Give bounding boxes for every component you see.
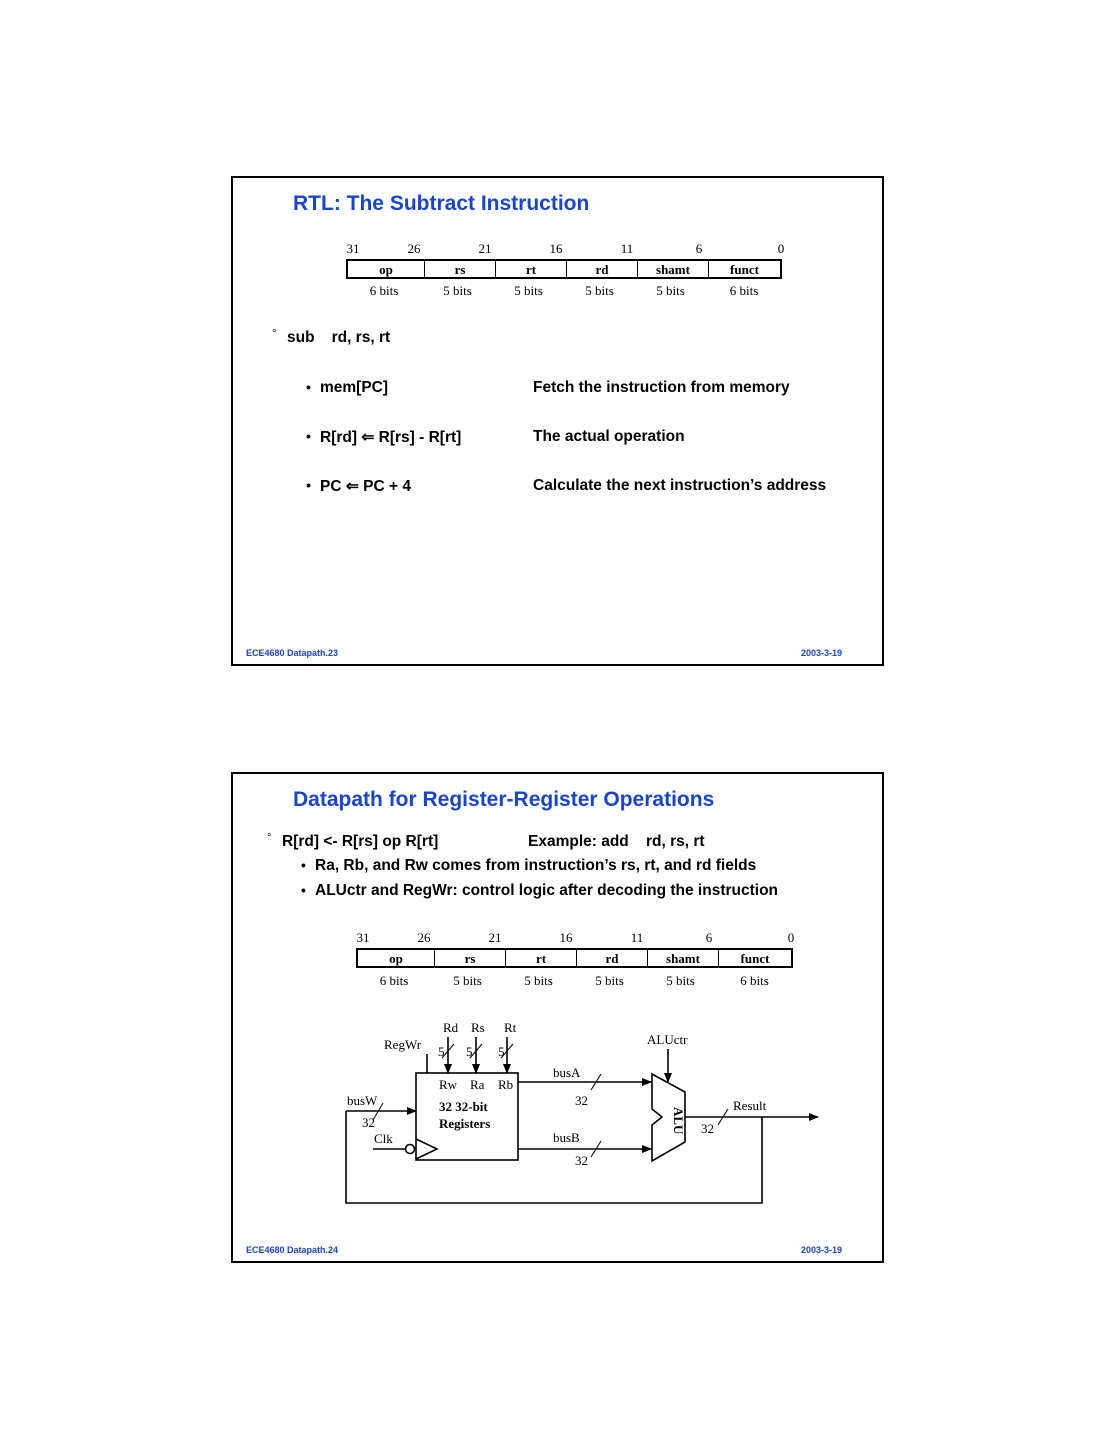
regwr-label: RegWr [384, 1037, 422, 1052]
aluctr-label: ALUctr [647, 1032, 688, 1047]
field-rd: rd [576, 950, 647, 966]
bit-number: 31 [356, 930, 370, 945]
field-size: 5 bits [514, 283, 543, 298]
width-label: 5 [438, 1044, 445, 1059]
bullet-dot: • [306, 379, 311, 395]
field-rt: rt [505, 950, 576, 966]
bullet-degree: ° [272, 328, 277, 340]
rs-label: Rs [471, 1020, 485, 1035]
busw-label: busW [347, 1093, 378, 1108]
field-sizes [346, 283, 782, 299]
footer-left: ECE4680 Datapath.24 [246, 1245, 339, 1255]
instruction-mnemonic: sub [287, 329, 315, 346]
field-op: op [389, 951, 403, 966]
bit-number: 26 [417, 930, 431, 945]
clock-triangle-icon [416, 1139, 437, 1159]
instruction-operands: rd, rs, rt [331, 329, 391, 346]
bit-number: 16 [559, 930, 573, 945]
bullet-dot: • [306, 477, 311, 493]
rtl-step-2: R[rd] ⇐ R[rs] - R[rt] [320, 429, 462, 446]
bit-number: 11 [620, 241, 634, 256]
slide-23 [231, 176, 884, 666]
instruction-format-table [346, 259, 782, 279]
width-label: 32 [362, 1115, 375, 1130]
feedback-wire [346, 1111, 762, 1203]
field-size: 6 bits [740, 973, 769, 988]
field-size: 5 bits [666, 973, 695, 988]
rtl-step-1-desc: Fetch the instruction from memory [533, 379, 790, 396]
rd-label: Rd [443, 1020, 459, 1035]
bit-number: 6 [705, 930, 713, 945]
bullet-dot: • [301, 882, 306, 898]
field-rs: rs [424, 261, 495, 277]
bit-number: 16 [549, 241, 563, 256]
sub-bullet: Ra, Rb, and Rw comes from instruction’s rs, rt, and rd fields [315, 857, 757, 874]
left-arrow-icon: ⇐ [345, 478, 359, 495]
ra-port-label: Ra [470, 1077, 485, 1092]
footer-date: 2003-3-19 [800, 1245, 842, 1255]
field-size: 5 bits [453, 973, 482, 988]
rtl-step-3: PC ⇐ PC + 4 [320, 478, 411, 495]
busa-label: busA [553, 1065, 581, 1080]
rb-port-label: Rb [498, 1077, 514, 1092]
rtl-step-3-desc: Calculate the next instruction’s address [533, 477, 827, 494]
field-size: 6 bits [369, 283, 399, 298]
field-size: 6 bits [379, 973, 409, 988]
clk-label: Clk [374, 1131, 393, 1146]
bullet-degree: ° [267, 832, 272, 844]
register-file-label: 32 32-bit [439, 1099, 488, 1114]
field-rt: rt [495, 261, 566, 277]
field-size: 6 bits [729, 283, 759, 298]
bit-number: 6 [695, 241, 703, 256]
field-funct: funct [708, 261, 780, 277]
slide-title: RTL: The Subtract Instruction [293, 192, 590, 215]
busb-label: busB [553, 1130, 580, 1145]
field-size: 5 bits [524, 973, 553, 988]
field-funct: funct [718, 950, 791, 966]
rtl-step-2-desc: The actual operation [533, 428, 685, 445]
bit-number: 21 [488, 930, 502, 945]
field-shamt: shamt [637, 261, 708, 277]
field-shamt: shamt [647, 950, 718, 966]
bit-number: 0 [787, 930, 795, 945]
rt-label: Rt [504, 1020, 517, 1035]
sub-bullet: ALUctr and RegWr: control logic after decoding the instruction [315, 882, 779, 899]
width-label: 32 [701, 1121, 714, 1136]
slide-title: Datapath for Register-Register Operations [293, 788, 715, 811]
field-op: op [379, 262, 393, 277]
instruction-line [287, 329, 390, 347]
bit-number: 0 [777, 241, 785, 256]
rw-port-label: Rw [439, 1077, 458, 1092]
bit-number: 21 [478, 241, 492, 256]
clk-bubble-icon [406, 1145, 415, 1154]
bullet-dot: • [301, 857, 306, 873]
width-label: 32 [575, 1093, 588, 1108]
field-size: 5 bits [585, 283, 614, 298]
field-rd: rd [566, 261, 637, 277]
field-size: 5 bits [595, 973, 624, 988]
width-label: 32 [575, 1153, 588, 1168]
footer-left: ECE4680 Datapath.23 [246, 648, 339, 658]
example-line: Example: add rd, rs, rt [528, 833, 705, 850]
rtl-step-1: mem[PC] [320, 379, 389, 396]
result-label: Result [733, 1098, 767, 1113]
slide-24 [231, 772, 884, 1263]
bit-number: 31 [346, 241, 360, 256]
bit-number: 11 [630, 930, 644, 945]
field-size: 5 bits [656, 283, 685, 298]
field-rs: rs [434, 950, 505, 966]
bit-number: 26 [407, 241, 421, 256]
field-size: 5 bits [443, 283, 472, 298]
datapath-diagram [231, 772, 884, 1263]
register-file-label: Registers [439, 1116, 491, 1131]
width-label: 5 [466, 1044, 473, 1059]
bullet-dot: • [306, 428, 311, 444]
footer-date: 2003-3-19 [800, 648, 842, 658]
rtl-line: R[rd] <- R[rs] op R[rt] [282, 833, 439, 850]
width-label: 5 [498, 1044, 505, 1059]
bit-positions [347, 241, 787, 257]
alu-label: ALU [671, 1107, 686, 1135]
left-arrow-icon: ⇐ [361, 429, 375, 446]
